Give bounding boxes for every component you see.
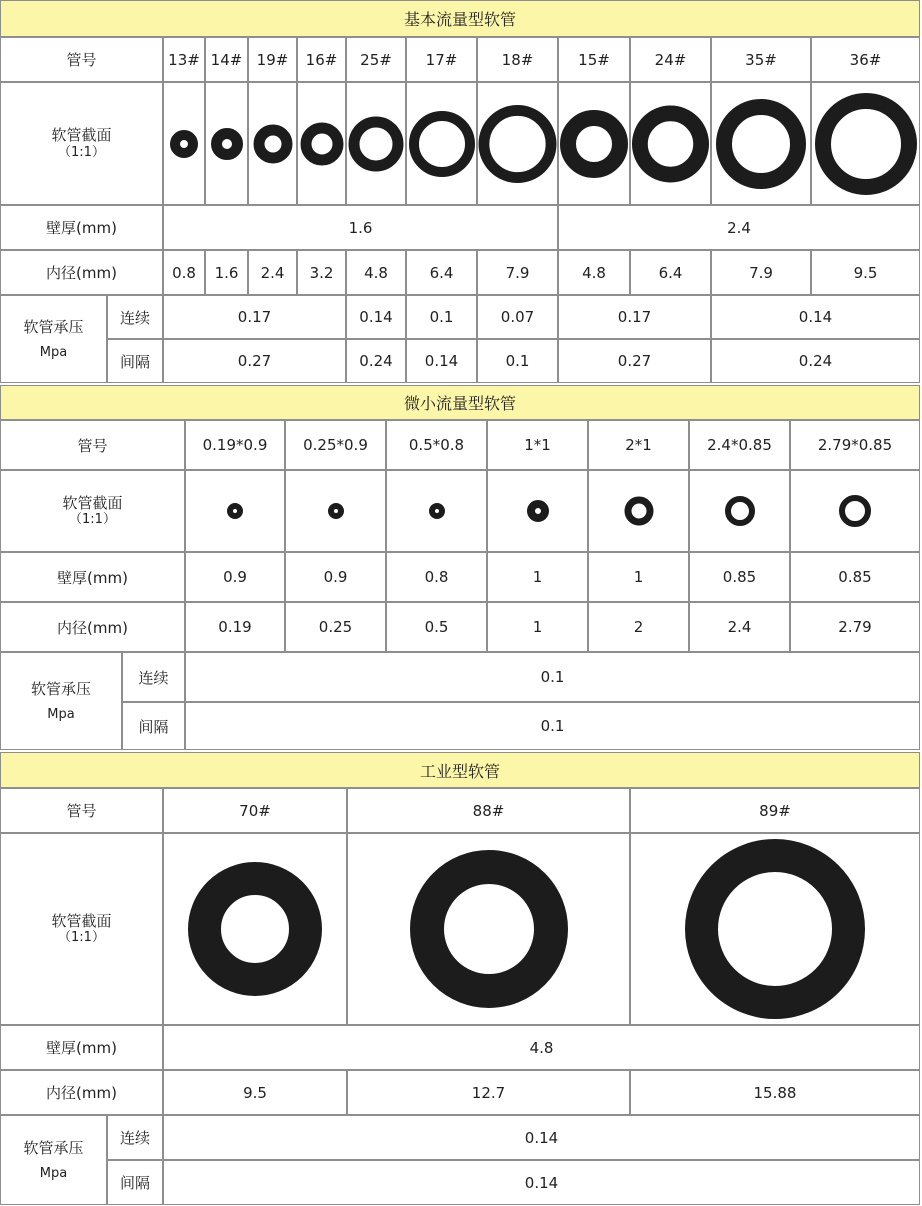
basic-ring-cell — [711, 82, 811, 205]
industrial-pressure-label-text: 软管承压 — [23, 1138, 84, 1157]
basic-wall-label: 壁厚(mm) — [0, 205, 163, 250]
basic-ring-cell — [558, 82, 630, 205]
hose-ring-icon — [631, 104, 710, 184]
hose-ring-icon — [407, 847, 571, 1011]
micro-tube-cell: 2.79*0.85 — [790, 420, 920, 470]
micro-continuous-cell: 0.1 — [185, 652, 920, 702]
industrial-tube-cell: 88# — [347, 788, 630, 833]
hose-ring-icon — [623, 495, 655, 527]
industrial-inner-cell: 9.5 — [163, 1070, 347, 1115]
basic-tube-cell: 19# — [248, 37, 297, 82]
hose-ring-icon — [327, 502, 345, 520]
micro-inner-label: 内径(mm) — [0, 602, 185, 652]
micro-inner-cell: 2 — [588, 602, 689, 652]
basic-inner-label: 内径(mm) — [0, 250, 163, 295]
micro-wall-cell: 1 — [487, 552, 588, 602]
hose-ring-icon — [428, 502, 446, 520]
basic-pressure-unit: Mpa — [39, 344, 68, 360]
micro-continuous-label: 连续 — [122, 652, 185, 702]
micro-wall-cell: 0.85 — [790, 552, 920, 602]
micro-interval-label: 间隔 — [122, 702, 185, 750]
basic-interval-cell: 0.24 — [711, 339, 920, 383]
hose-ring-icon — [715, 98, 807, 190]
micro-pressure-label — [0, 652, 122, 750]
industrial-inner-label: 内径(mm) — [0, 1070, 163, 1115]
basic-ring-cell — [346, 82, 406, 205]
basic-interval-cell: 0.27 — [558, 339, 711, 383]
industrial-section-scale: （1:1） — [58, 930, 105, 946]
hose-ring-icon — [408, 110, 476, 178]
micro-ring-cell — [185, 470, 285, 552]
basic-tube-cell: 15# — [558, 37, 630, 82]
micro-inner-cell: 1 — [487, 602, 588, 652]
micro-wall-label: 壁厚(mm) — [0, 552, 185, 602]
micro-tube-cell: 0.5*0.8 — [386, 420, 487, 470]
micro-interval-cell: 0.1 — [185, 702, 920, 750]
basic-ring-cell — [297, 82, 346, 205]
micro-wall-cell: 0.8 — [386, 552, 487, 602]
micro-tube-cell: 0.19*0.9 — [185, 420, 285, 470]
hose-ring-icon — [724, 495, 756, 527]
basic-interval-cell: 0.27 — [163, 339, 346, 383]
micro-ring-cell — [285, 470, 386, 552]
hose-ring-icon — [526, 499, 550, 523]
basic-tube-cell: 25# — [346, 37, 406, 82]
industrial-interval-label: 间隔 — [107, 1160, 163, 1205]
industrial-tube-cell: 89# — [630, 788, 920, 833]
industrial-interval-cell: 0.14 — [163, 1160, 920, 1205]
basic-inner-cell: 0.8 — [163, 250, 205, 295]
micro-tube-cell: 2.4*0.85 — [689, 420, 790, 470]
micro-inner-cell: 2.79 — [790, 602, 920, 652]
industrial-tube-cell: 70# — [163, 788, 347, 833]
industrial-continuous-label: 连续 — [107, 1115, 163, 1160]
industrial-pressure-unit: Mpa — [39, 1165, 68, 1181]
industrial-section-title: 工业型软管 — [0, 752, 920, 788]
micro-wall-cell: 1 — [588, 552, 689, 602]
basic-inner-cell: 1.6 — [205, 250, 248, 295]
micro-ring-cell — [588, 470, 689, 552]
hose-ring-icon — [838, 494, 872, 528]
micro-section-label-text: 软管截面 — [62, 493, 123, 512]
basic-continuous-cell: 0.17 — [558, 295, 711, 339]
basic-interval-cell: 0.1 — [477, 339, 558, 383]
industrial-section-label-text: 软管截面 — [51, 911, 112, 930]
industrial-tube-label: 管号 — [0, 788, 163, 833]
micro-tube-cell: 2*1 — [588, 420, 689, 470]
micro-tube-cell: 1*1 — [487, 420, 588, 470]
basic-tube-cell: 36# — [811, 37, 920, 82]
basic-tube-cell: 17# — [406, 37, 477, 82]
basic-interval-cell: 0.14 — [406, 339, 477, 383]
micro-inner-cell: 0.19 — [185, 602, 285, 652]
micro-ring-cell — [790, 470, 920, 552]
micro-wall-cell: 0.9 — [185, 552, 285, 602]
hose-ring-icon — [559, 109, 629, 179]
basic-section-title: 基本流量型软管 — [0, 0, 920, 37]
hose-ring-icon — [299, 121, 345, 167]
industrial-section-label — [0, 833, 163, 1025]
basic-inner-cell: 9.5 — [811, 250, 920, 295]
micro-inner-cell: 0.5 — [386, 602, 487, 652]
basic-tube-cell: 24# — [630, 37, 711, 82]
basic-tube-cell: 18# — [477, 37, 558, 82]
basic-continuous-cell: 0.17 — [163, 295, 346, 339]
basic-continuous-cell: 0.07 — [477, 295, 558, 339]
micro-inner-cell: 2.4 — [689, 602, 790, 652]
basic-tube-cell: 35# — [711, 37, 811, 82]
basic-pressure-label — [0, 295, 107, 383]
industrial-inner-cell: 15.88 — [630, 1070, 920, 1115]
industrial-wall-label: 壁厚(mm) — [0, 1025, 163, 1070]
basic-inner-cell: 7.9 — [711, 250, 811, 295]
basic-interval-label: 间隔 — [107, 339, 163, 383]
micro-pressure-label-text: 软管承压 — [30, 679, 91, 698]
micro-wall-cell: 0.85 — [689, 552, 790, 602]
hose-ring-icon — [252, 123, 294, 165]
basic-ring-cell — [205, 82, 248, 205]
basic-continuous-cell: 0.1 — [406, 295, 477, 339]
micro-section-scale: （1:1） — [69, 512, 116, 528]
basic-tube-cell: 16# — [297, 37, 346, 82]
basic-inner-cell: 6.4 — [406, 250, 477, 295]
micro-wall-cell: 0.9 — [285, 552, 386, 602]
hose-ring-icon — [209, 126, 245, 162]
industrial-wall-cell: 4.8 — [163, 1025, 920, 1070]
basic-wall-cell: 2.4 — [558, 205, 920, 250]
industrial-ring-cell — [630, 833, 920, 1025]
industrial-pressure-label — [0, 1115, 107, 1205]
basic-tube-cell: 14# — [205, 37, 248, 82]
hose-ring-icon — [226, 502, 244, 520]
industrial-inner-cell: 12.7 — [347, 1070, 630, 1115]
basic-continuous-cell: 0.14 — [346, 295, 406, 339]
hose-ring-icon — [347, 115, 405, 173]
hose-ring-icon — [814, 92, 918, 196]
micro-pressure-unit: Mpa — [47, 706, 75, 722]
basic-ring-cell — [248, 82, 297, 205]
basic-tube-label: 管号 — [0, 37, 163, 82]
micro-ring-cell — [689, 470, 790, 552]
hose-ring-icon — [478, 104, 557, 184]
basic-section-label-text: 软管截面 — [51, 126, 112, 144]
micro-tube-label: 管号 — [0, 420, 185, 470]
micro-ring-cell — [487, 470, 588, 552]
basic-inner-cell: 3.2 — [297, 250, 346, 295]
basic-section-scale: （1:1） — [58, 144, 105, 160]
basic-ring-cell — [477, 82, 558, 205]
micro-section-label — [0, 470, 185, 552]
basic-inner-cell: 2.4 — [248, 250, 297, 295]
basic-ring-cell — [163, 82, 205, 205]
industrial-continuous-cell: 0.14 — [163, 1115, 920, 1160]
micro-section-title: 微小流量型软管 — [0, 385, 920, 420]
basic-inner-cell: 4.8 — [346, 250, 406, 295]
basic-continuous-cell: 0.14 — [711, 295, 920, 339]
basic-pressure-label-text: 软管承压 — [23, 317, 84, 336]
basic-section-label — [0, 82, 163, 205]
basic-inner-cell: 6.4 — [630, 250, 711, 295]
hose-ring-icon — [683, 837, 867, 1021]
micro-tube-cell: 0.25*0.9 — [285, 420, 386, 470]
hose-ring-icon — [169, 129, 199, 159]
basic-ring-cell — [630, 82, 711, 205]
basic-inner-cell: 4.8 — [558, 250, 630, 295]
basic-interval-cell: 0.24 — [346, 339, 406, 383]
basic-ring-cell — [811, 82, 920, 205]
micro-ring-cell — [386, 470, 487, 552]
industrial-ring-cell — [347, 833, 630, 1025]
basic-continuous-label: 连续 — [107, 295, 163, 339]
hose-ring-icon — [185, 859, 325, 999]
micro-inner-cell: 0.25 — [285, 602, 386, 652]
basic-tube-cell: 13# — [163, 37, 205, 82]
basic-inner-cell: 7.9 — [477, 250, 558, 295]
industrial-ring-cell — [163, 833, 347, 1025]
basic-wall-cell: 1.6 — [163, 205, 558, 250]
basic-ring-cell — [406, 82, 477, 205]
